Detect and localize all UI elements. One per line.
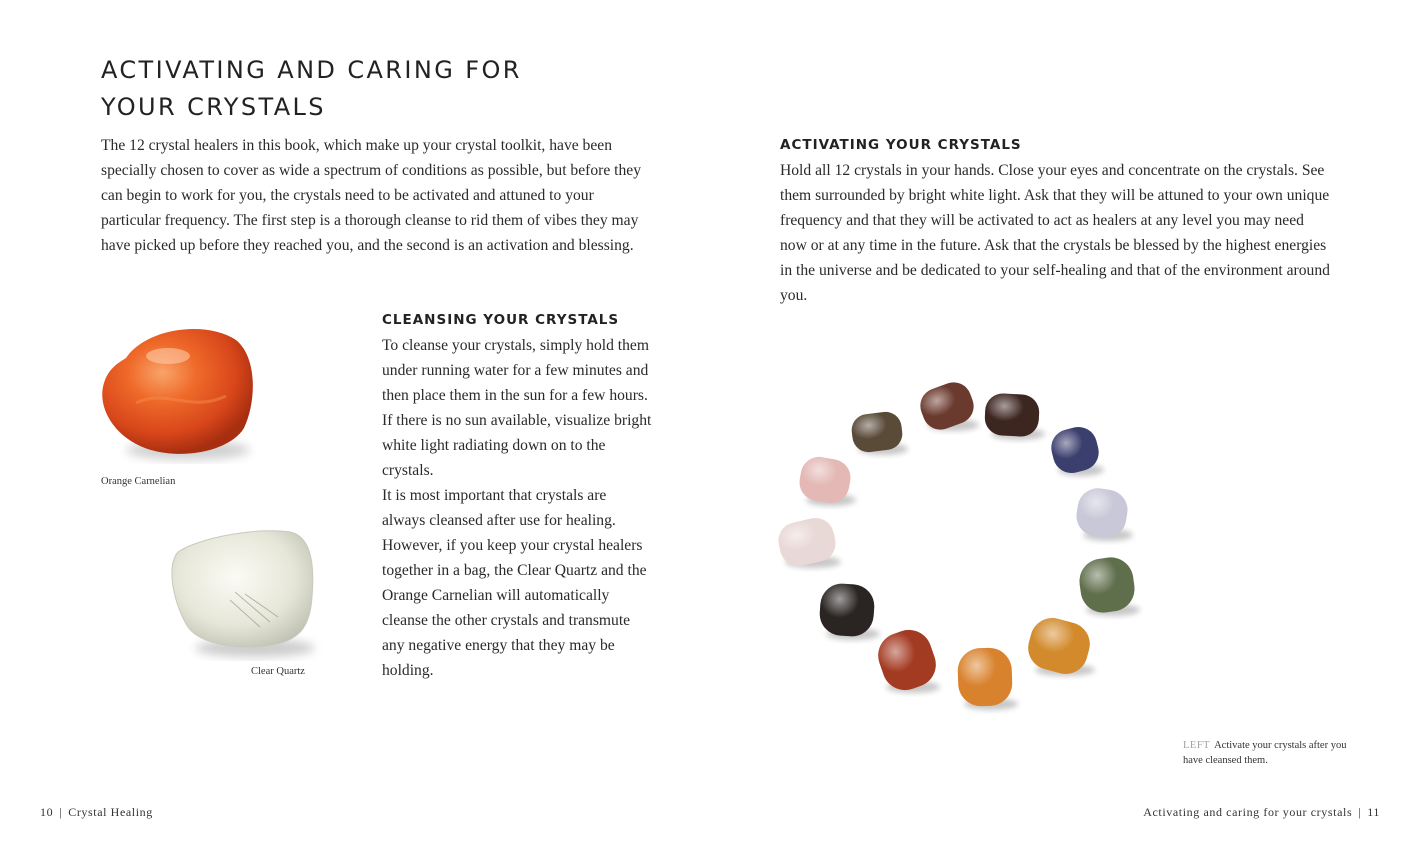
figure-caption — [1183, 738, 1353, 768]
orange-carnelian-image — [96, 318, 266, 468]
caption-label: LEFT — [1183, 740, 1211, 751]
page-number-left: 10 — [40, 805, 54, 819]
cleansing-paragraph-1: To cleanse your crystals, simply hold them under running water for a few minutes and then place them in the sun for a few hours. If there is no sun available, visualize bright white light radiating down on to the crystals. — [382, 337, 652, 479]
clear-quartz-image — [160, 522, 330, 662]
cleansing-section — [382, 308, 652, 683]
crystal-highlight — [957, 647, 1013, 707]
page-title — [101, 52, 522, 126]
activating-section — [780, 133, 1330, 308]
activating-heading: ACTIVATING YOUR CRYSTALS — [780, 137, 1022, 153]
carnelian-caption: Orange Carnelian — [101, 476, 176, 487]
crystal-circle-image — [769, 370, 1189, 730]
folio-left — [40, 805, 153, 820]
crystal-highlight — [818, 582, 875, 638]
folio-separator: | — [59, 805, 63, 819]
running-head-right: Activating and caring for your crystals — [1143, 805, 1353, 819]
folio-right — [1143, 805, 1380, 820]
right-page — [709, 0, 1418, 846]
title-line-2: YOUR CRYSTALS — [101, 93, 326, 121]
crystal-highlight — [984, 393, 1040, 438]
intro-paragraph: The 12 crystal healers in this book, which make up your crystal toolkit, have been specially chosen to cover as wide a spectrum of conditions as possible, but before they can begin to work for you, the crystals need to be activated and attuned to your particular frequency. The first step is a thorough cleanse to rid them of vibes they may have picked up before they reached you, and the second is an activation and blessing. — [101, 137, 642, 254]
cleansing-heading: CLEANSING YOUR CRYSTALS — [382, 312, 620, 328]
cleansing-paragraph-2: It is most important that crystals are always cleansed after use for healing. However, if you keep your crystal healers together in a bag, the Clear Quartz and the Orange Carnelian will automatically cleanse the other crystals and transmute any negative energy that they may be holding. — [382, 487, 647, 679]
page-number-right: 11 — [1367, 805, 1380, 819]
activating-paragraph: Hold all 12 crystals in your hands. Close your eyes and concentrate on the crystals. See them surrounded by bright white light. Ask that they will be attuned to your own unique frequency and that they will be activated to act as healers at any level you may need now or at any time in the future. Ask that the crystals be blessed by the highest energies in the universe and be dedicated to your self-healing and that of the environment around you. — [780, 162, 1330, 304]
running-head-left: Crystal Healing — [68, 805, 153, 819]
caption-text: Activate your crystals after you have cleansed them. — [1183, 740, 1347, 766]
quartz-caption: Clear Quartz — [251, 666, 305, 677]
title-line-1: ACTIVATING AND CARING FOR — [101, 56, 522, 84]
folio-separator: | — [1358, 805, 1362, 819]
